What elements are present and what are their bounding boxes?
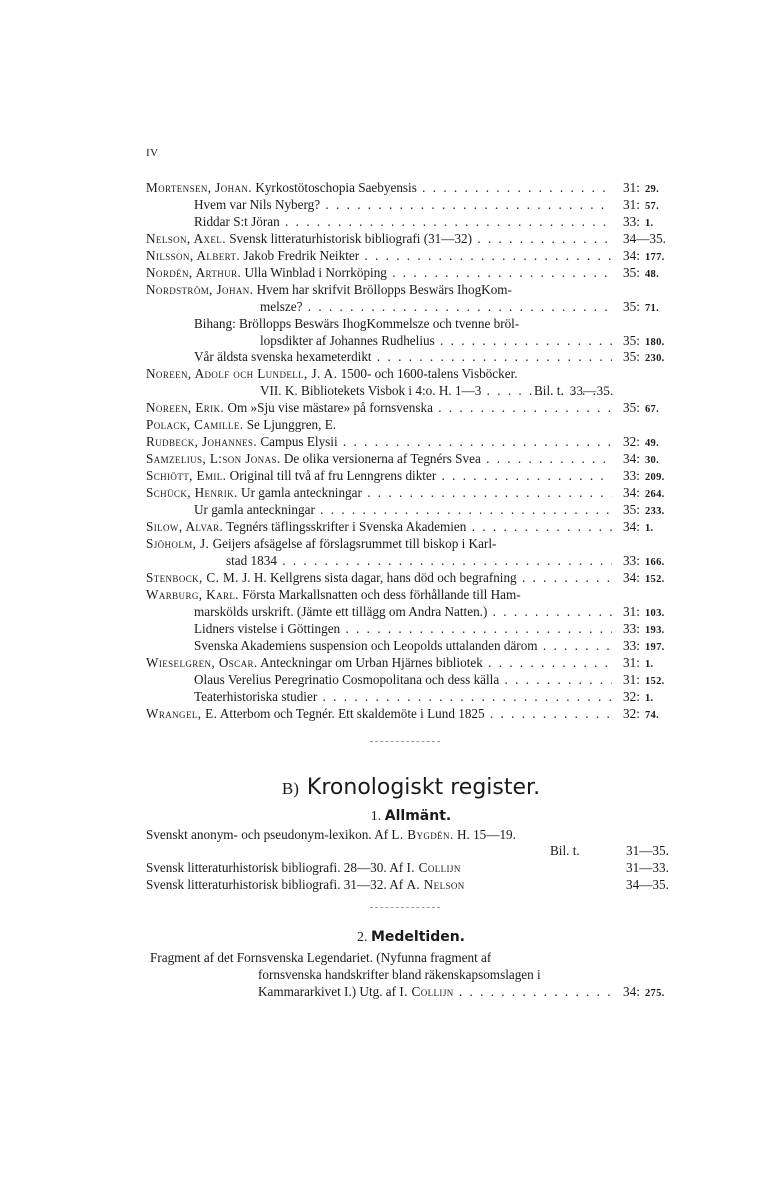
author-name: Nordström, Johan. [146, 282, 254, 297]
entry-reference: 31: 152. [623, 672, 665, 687]
entry-title: Kyrkostötoschopia Saebyensis [255, 180, 417, 195]
author-name: Noreen, Adolf och Lundell, J. A. [146, 366, 338, 381]
entry-reference: 33: 193. [623, 621, 665, 636]
entry-reference: 35: 67. [623, 400, 660, 415]
author-entry [146, 399, 676, 417]
entry-reference: 31: 29. [623, 180, 660, 195]
chron-entry: Svenskt anonym- och pseudonym-lexikon. Af L. Bygdén. H. 15—19. [146, 827, 516, 842]
entry-reference: 35: 180. [623, 333, 665, 348]
author-entry [146, 467, 676, 485]
entry-title: Ur gamla anteckningar [241, 485, 362, 500]
author-entry [146, 671, 676, 689]
entry-reference: 31: 1. [623, 655, 654, 670]
entry-title: Anteckningar om Urban Hjärnes bibliotek [260, 655, 483, 670]
entry-title: Hvem har skrifvit Bröllopps Beswärs IhogKom- [256, 282, 512, 297]
entry-reference: 31: 57. [623, 197, 660, 212]
entry-reference: 33: 197. [623, 638, 665, 653]
entry-reference: 32: 74. [623, 706, 660, 721]
entry-title: De olika versionerna af Tegnérs Svea [283, 451, 481, 466]
entry-reference: 35: 48. [623, 265, 660, 280]
entry-reference: 34—35. [623, 231, 666, 246]
author-entry [146, 179, 676, 197]
entry-reference: 34: 1. [623, 519, 654, 534]
author-entry [146, 382, 676, 400]
author-entry [146, 315, 676, 333]
entry-title: Geijers afsägelse af förslagsrummet till biskop i Karl- [212, 536, 497, 551]
author-name: Schück, Henrik. [146, 485, 238, 500]
author-entry [146, 213, 676, 231]
entry-title: Riddar S:t Jöran [194, 214, 280, 229]
author-entry [146, 433, 676, 451]
entry-title: Teaterhistoriska studier [194, 689, 318, 704]
entry-title: stad 1834 [226, 553, 277, 568]
entry-title: Olaus Verelius Peregrinatio Cosmopolitana och dess källa [194, 672, 500, 687]
author-name: Samzelius, L:son Jonas. [146, 451, 281, 466]
entry-reference: 35: 230. [623, 349, 665, 364]
entry-title: J. H. Kellgrens sista dagar, hans död och begrafning [242, 570, 517, 585]
author-entry [146, 518, 676, 536]
entry-reference: Bil. t. 33—35. [534, 383, 614, 398]
author-name: Sjöholm, J. [146, 536, 210, 551]
section-divider [370, 741, 440, 742]
author-entry [146, 196, 676, 214]
entry-title: Svensk litteraturhistorisk bibliografi (31—32) [229, 231, 473, 246]
entry-title: VII. K. Bibliotekets Visbok i 4:o. H. 1—3 [260, 383, 482, 398]
author-entry [146, 264, 676, 282]
author-name: Warburg, Karl. [146, 587, 239, 602]
entry-title: Jakob Fredrik Neikter [243, 248, 360, 263]
author-entry [146, 348, 676, 366]
author-name: Wieselgren, Oscar. [146, 655, 258, 670]
entry-reference: 34: 264. [623, 485, 665, 500]
author-entry [146, 230, 676, 248]
medieval-entry-line: fornsvenska handskrifter bland räkenskapsomslagen i [258, 967, 541, 982]
author-entry [146, 688, 676, 706]
author-name: Nilsson, Albert. [146, 248, 241, 263]
entry-title: Vår äldsta svenska hexameterdikt [194, 349, 372, 364]
author-name: Wrangel, E. [146, 706, 218, 721]
entry-title: Hvem var Nils Nyberg? [194, 197, 321, 212]
entry-title: Lidners vistelse i Göttingen [194, 621, 341, 636]
author-entry [146, 705, 676, 723]
author-name: Rudbeck, Johannes. [146, 434, 258, 449]
author-entry [146, 535, 676, 553]
entry-title: lopsdikter af Johannes Rudhelius [260, 333, 435, 348]
author-entry [146, 450, 676, 468]
subsection-1-heading: 1. Allmänt. [370, 808, 452, 824]
entry-title: Campus Elysii [260, 434, 338, 449]
entry-reference: 35: 233. [623, 502, 665, 517]
author-entry [146, 637, 676, 655]
entry-reference: 32: 1. [623, 689, 654, 704]
entry-reference: 31: 103. [623, 604, 665, 619]
chron-entry-cont: Bil. t. 31—35. [550, 843, 669, 858]
entry-reference: 33: 1. [623, 214, 654, 229]
section-b-heading [146, 772, 676, 804]
section-b-letter: B) [281, 779, 299, 798]
author-entry [146, 247, 676, 265]
entry-reference: 35: 71. [623, 299, 660, 314]
author-name: Nelson, Axel. [146, 231, 226, 246]
author-entry [146, 603, 676, 621]
chron-entry: Svensk litteraturhistorisk bibliografi. 28—30. Af I. Collijn 31—33. [146, 860, 669, 875]
entry-reference: 33: 166. [623, 553, 665, 568]
entry-reference: 34: 177. [623, 248, 665, 263]
entry-title: Första Markallsnatten och dess förhållande till Ham- [242, 587, 521, 602]
entry-reference: 33: 209. [623, 468, 665, 483]
section-b-title: Kronologiskt register. [306, 775, 541, 800]
medieval-entry-line: Kammararkivet I.) Utg. af I. Collijn . . . 34: 275. [146, 983, 676, 1001]
entry-title: Original till två af fru Lenngrens dikter [229, 468, 437, 483]
author-name: Polack, Camille. [146, 417, 244, 432]
chron-entry: Svensk litteraturhistorisk bibliografi. 31—32. Af A. Nelson 34—35. [146, 877, 669, 892]
entry-title: Atterbom och Tegnér. Ett skaldemöte i Lund 1825 [219, 706, 485, 721]
entry-title: marskölds urskrift. (Jämte ett tillägg om Andra Natten.) [194, 604, 488, 619]
author-name: Schiött, Emil. [146, 468, 227, 483]
author-name: Noreen, Erik. [146, 400, 225, 415]
author-entry [146, 365, 676, 383]
author-name: Stenbock, C. M. [146, 570, 239, 585]
subsection-1-title: Allmänt. [384, 808, 452, 824]
author-entry [146, 552, 676, 570]
author-entry [146, 484, 676, 502]
entry-title: Tegnérs täflingsskrifter i Svenska Akademien [226, 519, 467, 534]
entry-title: Bihang: Bröllopps Beswärs IhogKommelsze och tvenne bröl- [194, 316, 520, 331]
entry-reference: 34: 30. [623, 451, 660, 466]
medieval-entry-line: Fragment af det Fornsvenska Legendariet. (Nyfunna fragment af [150, 950, 492, 965]
author-entry [146, 298, 676, 316]
entry-title: Svenska Akademiens suspension och Leopolds uttalanden därom [194, 638, 538, 653]
entry-reference: 32: 49. [623, 434, 660, 449]
entry-title: Se Ljunggren, E. [246, 417, 337, 432]
subsection-divider [370, 907, 440, 908]
author-entry [146, 620, 676, 638]
entry-title: Ulla Winblad i Norrköping [244, 265, 387, 280]
page-number: IV [146, 147, 159, 159]
entry-title: Ur gamla anteckningar [194, 502, 315, 517]
author-entry [146, 416, 676, 434]
author-name: Nordén, Arthur. [146, 265, 242, 280]
entry-title: melsze? [260, 299, 303, 314]
subsection-2-title: Medeltiden. [370, 929, 466, 945]
author-entry [146, 654, 676, 672]
author-entry [146, 501, 676, 519]
entry-title: 1500- och 1600-talens Visböcker. [340, 366, 518, 381]
author-name: Silow, Alvar. [146, 519, 224, 534]
entry-reference: 34: 152. [623, 570, 665, 585]
subsection-2-heading: 2. Medeltiden. [356, 929, 466, 945]
author-name: Mortensen, Johan. [146, 180, 253, 195]
author-entry [146, 586, 676, 604]
entry-title: Om »Sju vise mästare» på fornsvenska [227, 400, 433, 415]
author-entry [146, 281, 676, 299]
author-entry [146, 569, 676, 587]
